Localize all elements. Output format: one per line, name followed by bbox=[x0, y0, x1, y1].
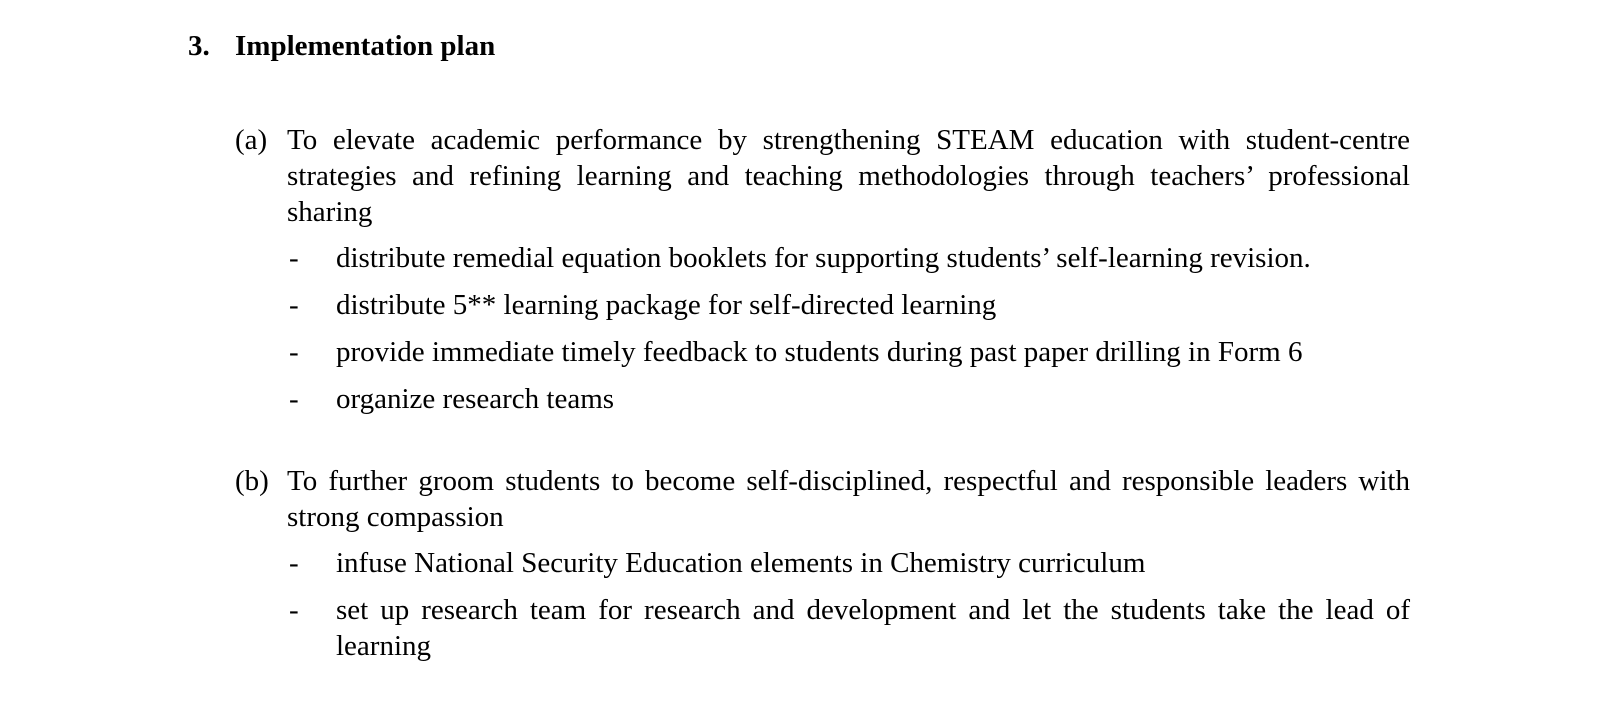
plan-item-b bbox=[235, 463, 1410, 675]
bullet-text: infuse National Security Education elements in Chemistry curriculum bbox=[336, 547, 1146, 579]
bullet-text: distribute 5** learning package for self-directed learning bbox=[336, 289, 997, 321]
item-label: (a) bbox=[235, 124, 268, 156]
section-heading bbox=[188, 28, 495, 64]
bullet-dash: - bbox=[289, 289, 299, 321]
bullet-item bbox=[287, 545, 1410, 581]
bullet-text: organize research teams bbox=[336, 383, 615, 415]
bullet-item bbox=[287, 381, 1410, 417]
bullet-text: provide immediate timely feedback to students during past paper drilling in Form 6 bbox=[336, 336, 1303, 368]
bullet-dash: - bbox=[289, 242, 299, 274]
bullet-text: distribute remedial equation booklets for supporting students’ self-learning revision. bbox=[336, 242, 1311, 274]
bullet-item bbox=[287, 592, 1410, 664]
item-label: (b) bbox=[235, 465, 269, 497]
section-title: Implementation plan bbox=[235, 30, 496, 62]
bullet-text: set up research team for research and development and let the students take the lead of learning bbox=[336, 594, 1410, 662]
bullet-item bbox=[287, 240, 1410, 276]
item-text: To further groom students to become self-disciplined, respectful and responsible leaders with strong compassion bbox=[287, 465, 1410, 533]
bullet-dash: - bbox=[289, 594, 299, 626]
bullet-dash: - bbox=[289, 383, 299, 415]
item-text: To elevate academic performance by strengthening STEAM education with student-centre strategies and refining learning and teaching methodologies through teachers’ professional sharing bbox=[287, 124, 1410, 228]
section-number: 3. bbox=[188, 30, 210, 62]
bullet-item bbox=[287, 334, 1410, 370]
bullet-dash: - bbox=[289, 547, 299, 579]
bullet-item bbox=[287, 287, 1410, 323]
bullet-list bbox=[287, 545, 1410, 664]
bullet-dash: - bbox=[289, 336, 299, 368]
bullet-list bbox=[287, 240, 1410, 417]
plan-item-a bbox=[235, 122, 1410, 428]
